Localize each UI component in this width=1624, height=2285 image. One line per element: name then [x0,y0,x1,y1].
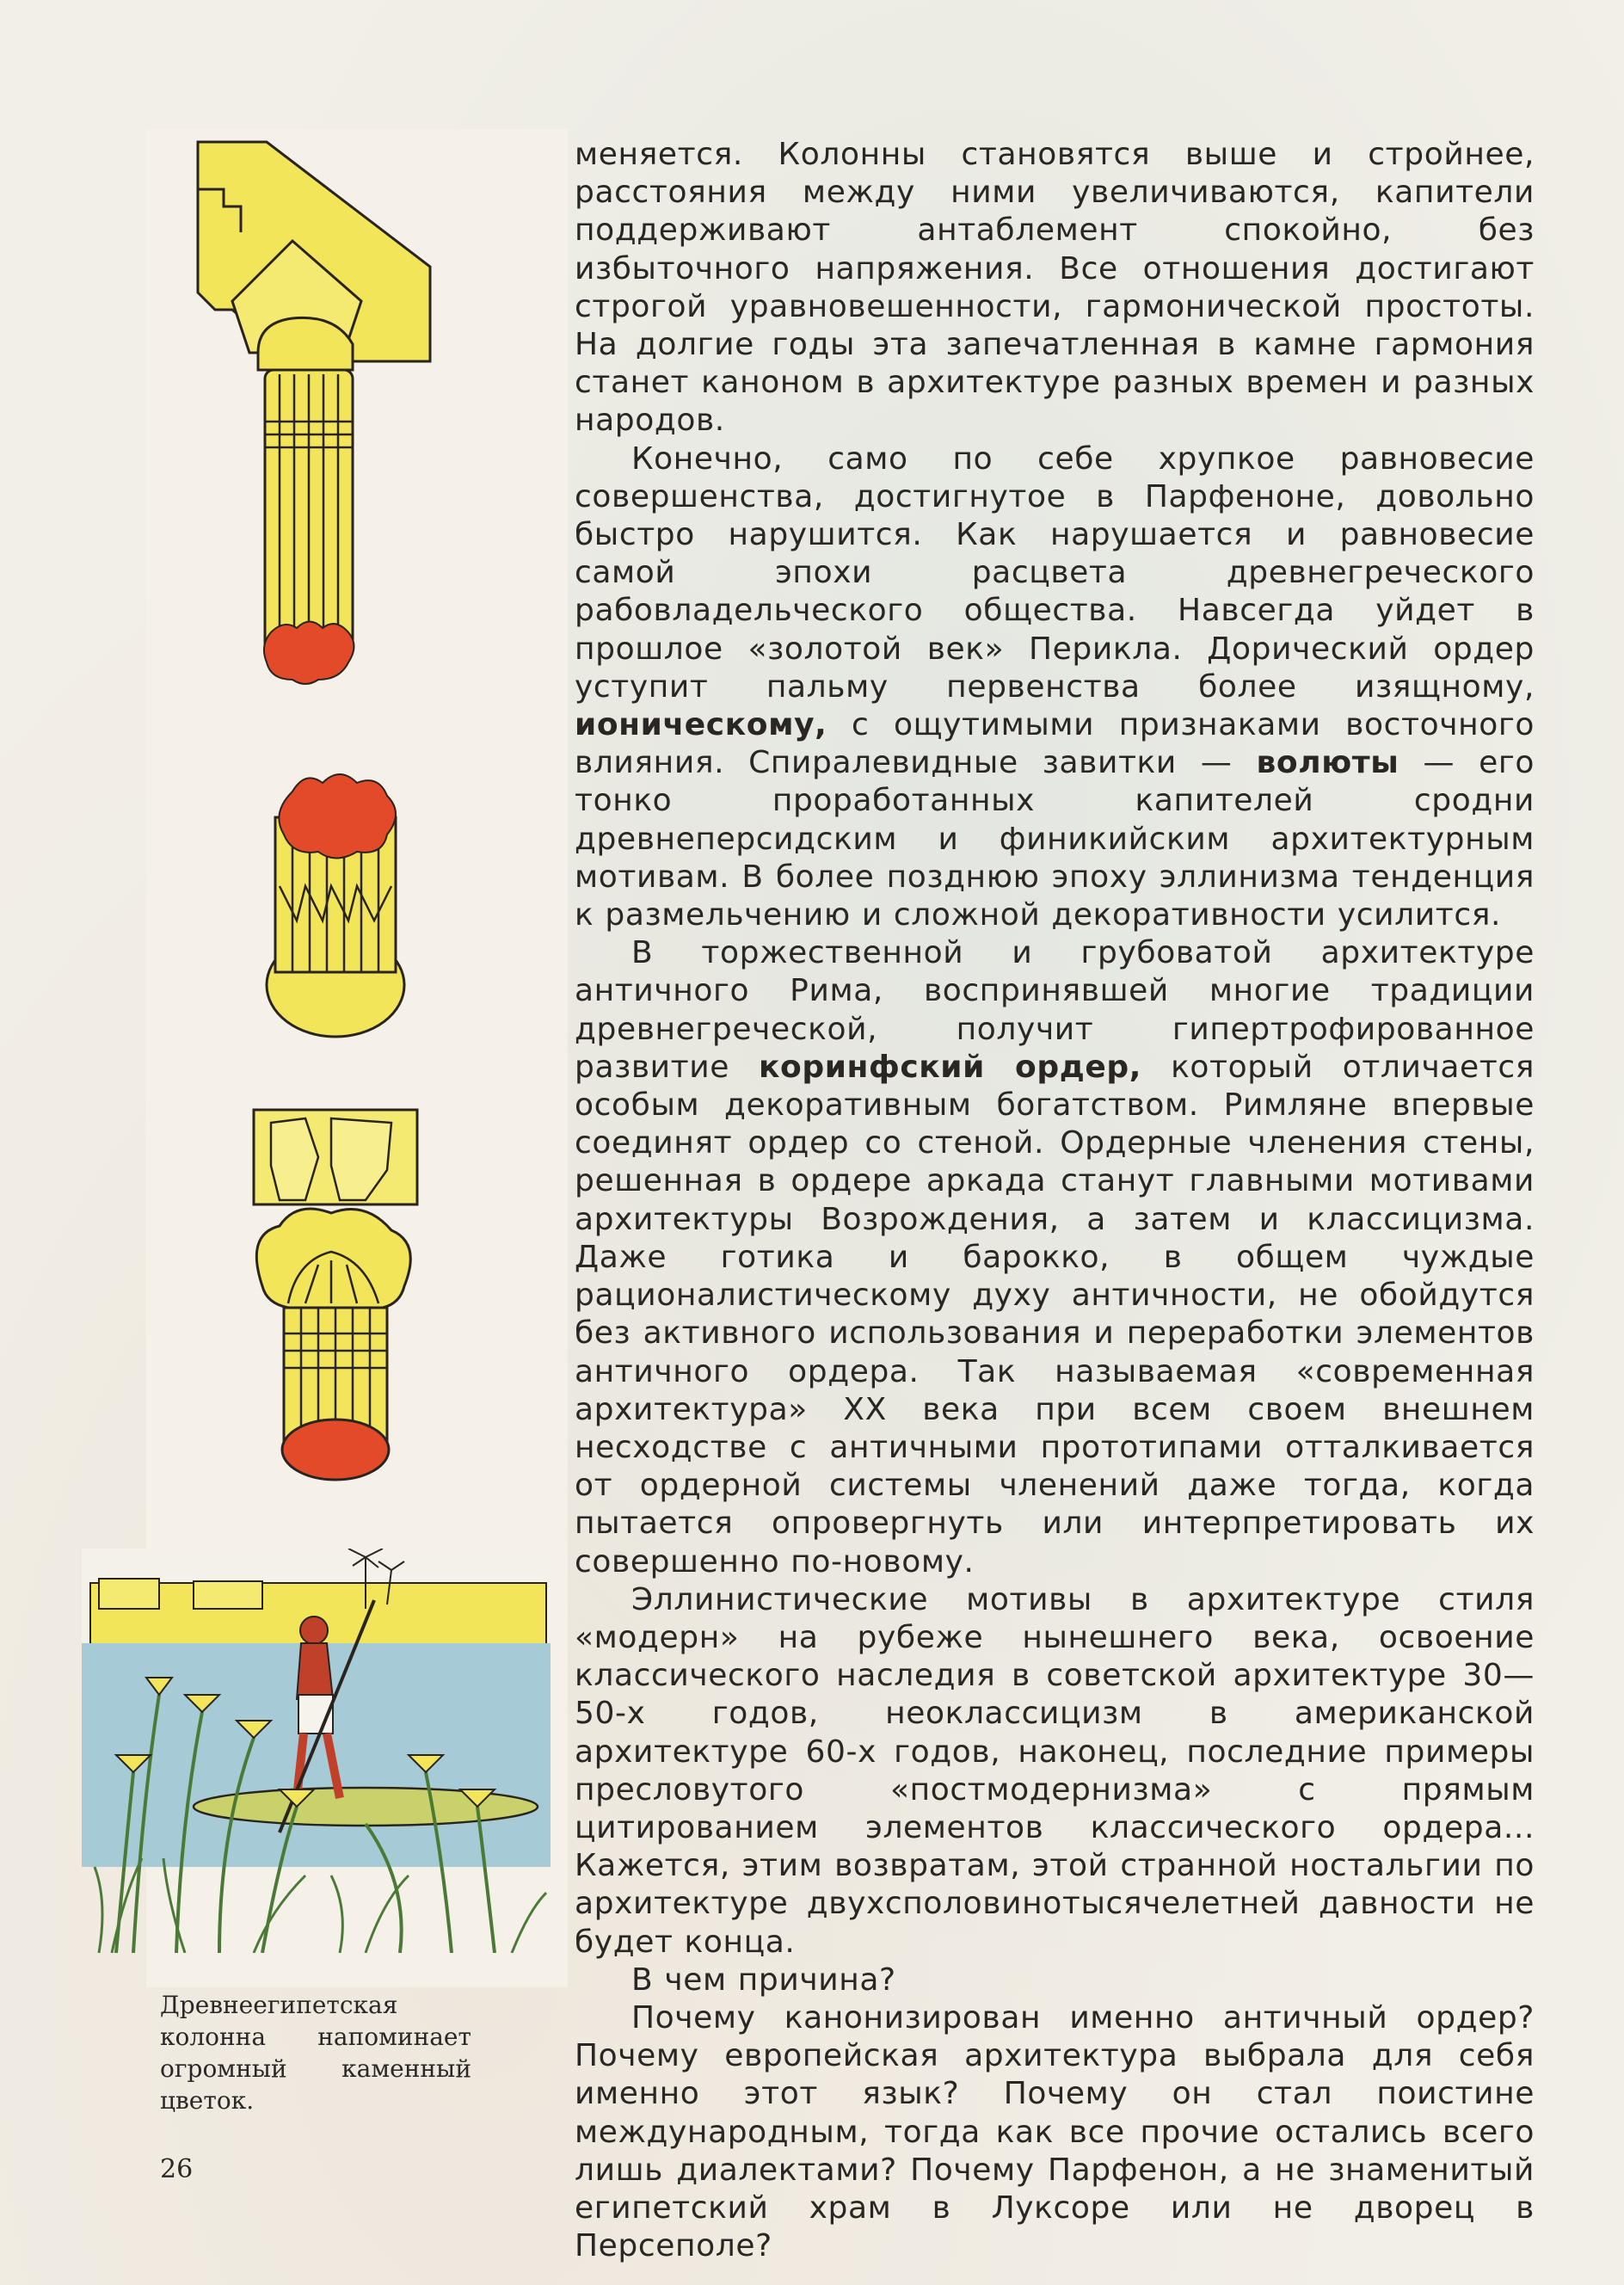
shaft-cut-section [264,622,354,685]
paragraph-2: Конечно, само по себе хрупкое равновесие совершенства, достигнутое в Парфеноне, довольно быстро нарушится. Как нарушается и равновесие самой эпохи расцвета древнегреческого рабовладельческого общества. Навсегда уйдет в прошлое «золотой век» Перикла. Дорический ордер уступит пальму первенства более изящному, ионическому, с ощутимыми признаками восточного влияния. Спиралевидные завитки — волюты — его тонко проработанных капителей сродни древнеперсидским и финикийским архитектурным мотивам. В более позднюю эпоху эллинизма тенденция к размельчению и сложной декоративности усилится. [575,440,1535,933]
shaft-cut-section [279,774,396,859]
doric-column-illustration [163,138,447,705]
figure-caption: Древнеегипетская колонна напоминает огромный каменный цветок. [160,1991,471,2115]
page-number: 26 [160,2154,194,2184]
hathor-capital-column-illustration [245,1106,426,1484]
term-volutes: волюты [1256,745,1399,781]
main-text [575,136,1535,2265]
term-corinthian: коринфский ордер, [758,1049,1142,1085]
term-ionic: ионическому, [575,707,827,743]
temple-pylon-left [99,1579,159,1609]
lotus-capital [256,1209,410,1308]
temple-pylon-right [194,1581,262,1609]
ionic-column-base-illustration [258,766,413,1050]
egyptian-boatman-papyrus-illustration [82,1549,551,1953]
paragraph-4: Эллинистические мотивы в архитектуре стиля «модерн» на рубеже нынешнего века, освоение классического наследия в советской архитектуре 30—50-х годов, неоклассицизм в американской архитектуре 60-х годов, наконец, последние примеры пресловутого «постмодернизма» с прямым цитированием элементов классического ордера... Кажется, этим возвратам, этой странной ностальгии по архитектуре двухсполовинотысячелетней давности не будет конца. [575,1581,1535,1960]
paragraph-5: В чем причина? [631,1962,896,1998]
paragraph-3: В торжественной и грубоватой архитектуре античного Рима, воспринявшей многие традиции древнегреческой, получит гипертрофированное развитие коринфский ордер, который отличается особым декоративным богатством. Римляне впервые соединят ордер со стеной. Ордерные членения стены, решенная в ордере аркада станут главными мотивами архитектуры Возрождения, а затем и классицизма. Даже готика и барокко, в общем чуждые рационалистическому духу античности, не обойдутся без активного использования и переработки элементов античного ордера. Так называемая «современная архитектура» XX века при всем своем внешнем несходстве с античными прототипами отталкивается от ордерной системы членений даже тогда, когда пытается опровергнуть или интерпретировать их совершенно по-новому. [575,935,1535,1580]
grass [95,1858,546,1953]
paragraph-1: меняется. Колонны становятся выше и стройнее, расстояния между ними увеличиваются, капители поддерживают антаблемент спокойно, без избыточного напряжения. Все отношения достигают строгой уравновешенности, гармонической простоты. На долгие годы эта запечатленная в камне гармония станет каноном в архитектуре разных времен и разных народов. [575,137,1535,439]
paragraph-6: Почему канонизирован именно античный ордер? Почему европейская архитектура выбрала для себя именно этот язык? Почему он стал поистине международным, тогда как все прочие остались всего лишь диалектами? Почему Парфенон, а не знаменитый египетский храм в Луксоре или не дворец в Персеполе? [575,1999,1535,2264]
shaft-cut-section [282,1420,389,1480]
